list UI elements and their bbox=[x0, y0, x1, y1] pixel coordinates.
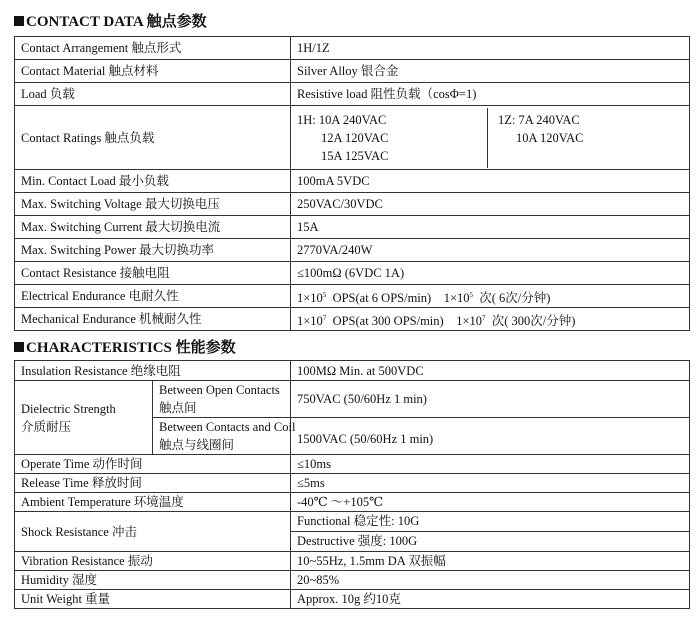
characteristics-table bbox=[14, 360, 690, 609]
rating-line: 1Z: 7A 240VAC bbox=[498, 112, 580, 127]
contact-ratings-value bbox=[291, 106, 690, 170]
mechanical-endurance-row bbox=[15, 308, 690, 331]
row-value: 10~55Hz, 1.5mm DA 双振幅 bbox=[291, 552, 690, 571]
table-row bbox=[15, 37, 690, 60]
row-label: Max. Switching Current 最大切换电流 bbox=[15, 216, 291, 239]
row-value: -40℃ ～+105℃ bbox=[291, 493, 690, 512]
table-row bbox=[15, 590, 690, 609]
dielectric-label-en: Dielectric Strength bbox=[21, 401, 116, 416]
square-bullet-icon bbox=[14, 342, 24, 352]
ratings-1z bbox=[488, 108, 584, 168]
rating-line: 10A 120VAC bbox=[516, 130, 584, 145]
contacts-coil-label bbox=[153, 418, 296, 455]
row-label: Contact Resistance 接触电阻 bbox=[15, 262, 291, 285]
shock-functional: Functional 稳定性: 10G bbox=[291, 512, 689, 532]
row-value: ≤100mΩ (6VDC 1A) bbox=[291, 262, 690, 285]
characteristics-heading bbox=[14, 336, 236, 357]
table-row bbox=[15, 170, 690, 193]
row-label: Humidity 湿度 bbox=[15, 571, 291, 590]
dielectric-label-cn: 介质耐压 bbox=[21, 419, 72, 434]
contact-data-heading bbox=[14, 10, 207, 31]
dielectric-label bbox=[15, 381, 153, 455]
shock-destructive: Destructive 强度: 100G bbox=[297, 534, 418, 548]
rating-line: 15A 125VAC bbox=[321, 148, 389, 163]
table-row bbox=[15, 361, 690, 381]
endurance-part: 次( 6次/分钟) bbox=[473, 290, 551, 305]
contact-ratings-row bbox=[15, 106, 690, 170]
row-label: Min. Contact Load 最小负载 bbox=[15, 170, 291, 193]
table-row bbox=[15, 60, 690, 83]
row-value: 2770VA/240W bbox=[291, 239, 690, 262]
shock-row bbox=[15, 512, 690, 552]
row-value: 20~85% bbox=[291, 571, 690, 590]
row-value: 1500VAC (50/60Hz 1 min) bbox=[291, 418, 690, 455]
row-label: Insulation Resistance 绝缘电阻 bbox=[15, 361, 291, 381]
contacts-coil-en: Between Contacts and Coil bbox=[159, 420, 296, 434]
table-row bbox=[15, 552, 690, 571]
row-value bbox=[291, 285, 690, 308]
row-label: Electrical Endurance 电耐久性 bbox=[15, 285, 291, 308]
table-row bbox=[15, 455, 690, 474]
row-value: Resistive load 阻性负载（cosΦ=1) bbox=[291, 83, 690, 106]
row-label: Contact Arrangement 触点形式 bbox=[15, 37, 291, 60]
rating-line: 12A 120VAC bbox=[321, 130, 389, 145]
row-value: 750VAC (50/60Hz 1 min) bbox=[291, 381, 690, 418]
open-contacts-cn: 触点间 bbox=[159, 401, 197, 415]
endurance-part: 次( 300次/分钟) bbox=[485, 313, 576, 328]
open-contacts-en: Between Open Contacts bbox=[159, 383, 280, 397]
table-row bbox=[15, 474, 690, 493]
row-value bbox=[291, 308, 690, 331]
table-row bbox=[15, 571, 690, 590]
row-value: ≤10ms bbox=[291, 455, 690, 474]
square-bullet-icon bbox=[14, 16, 24, 26]
table-row bbox=[15, 262, 690, 285]
endurance-part: OPS(at 6 OPS/min) 1×10 bbox=[326, 290, 470, 305]
endurance-part: OPS(at 300 OPS/min) 1×10 bbox=[326, 313, 482, 328]
table-row bbox=[15, 493, 690, 512]
contact-data-table bbox=[14, 36, 690, 331]
row-label: Shock Resistance 冲击 bbox=[15, 512, 291, 552]
row-value: 15A bbox=[291, 216, 690, 239]
row-label: Ambient Temperature 环境温度 bbox=[15, 493, 291, 512]
exponent: 5 bbox=[469, 290, 473, 299]
rating-line: 1H: 10A 240VAC bbox=[297, 112, 387, 127]
row-label: Max. Switching Power 最大切换功率 bbox=[15, 239, 291, 262]
table-row bbox=[15, 239, 690, 262]
row-label: Operate Time 动作时间 bbox=[15, 455, 291, 474]
row-label: Release Time 释放时间 bbox=[15, 474, 291, 493]
endurance-part: 1×10 bbox=[297, 290, 323, 305]
endurance-part: 1×10 bbox=[297, 313, 323, 328]
row-value: 250VAC/30VDC bbox=[291, 193, 690, 216]
row-label: Mechanical Endurance 机械耐久性 bbox=[15, 308, 291, 331]
table-row bbox=[15, 83, 690, 106]
characteristics-title: CHARACTERISTICS 性能参数 bbox=[26, 340, 236, 356]
ratings-1h bbox=[297, 108, 488, 168]
contact-data-title: CONTACT DATA 触点参数 bbox=[26, 14, 207, 30]
row-value: 100mA 5VDC bbox=[291, 170, 690, 193]
row-label: Vibration Resistance 振动 bbox=[15, 552, 291, 571]
row-value: Silver Alloy 银合金 bbox=[291, 60, 690, 83]
shock-values bbox=[291, 512, 690, 552]
exponent: 5 bbox=[322, 290, 327, 299]
row-value: 100MΩ Min. at 500VDC bbox=[291, 361, 690, 381]
row-label: Contact Ratings 触点负载 bbox=[15, 106, 291, 170]
row-value: ≤5ms bbox=[291, 474, 690, 493]
row-label: Contact Material 触点材料 bbox=[15, 60, 291, 83]
row-value: Approx. 10g 约10克 bbox=[291, 590, 690, 609]
row-label: Max. Switching Voltage 最大切换电压 bbox=[15, 193, 291, 216]
exponent: 7 bbox=[322, 313, 327, 322]
row-value: 1H/1Z bbox=[291, 37, 690, 60]
row-label: Load 负载 bbox=[15, 83, 291, 106]
dielectric-open-row bbox=[15, 381, 690, 418]
contacts-coil-cn: 触点与线圈间 bbox=[159, 438, 235, 452]
open-contacts-label bbox=[153, 381, 291, 418]
table-row bbox=[15, 193, 690, 216]
electrical-endurance-row bbox=[15, 285, 690, 308]
exponent: 7 bbox=[482, 313, 486, 322]
row-label: Unit Weight 重量 bbox=[15, 590, 291, 609]
table-row bbox=[15, 216, 690, 239]
